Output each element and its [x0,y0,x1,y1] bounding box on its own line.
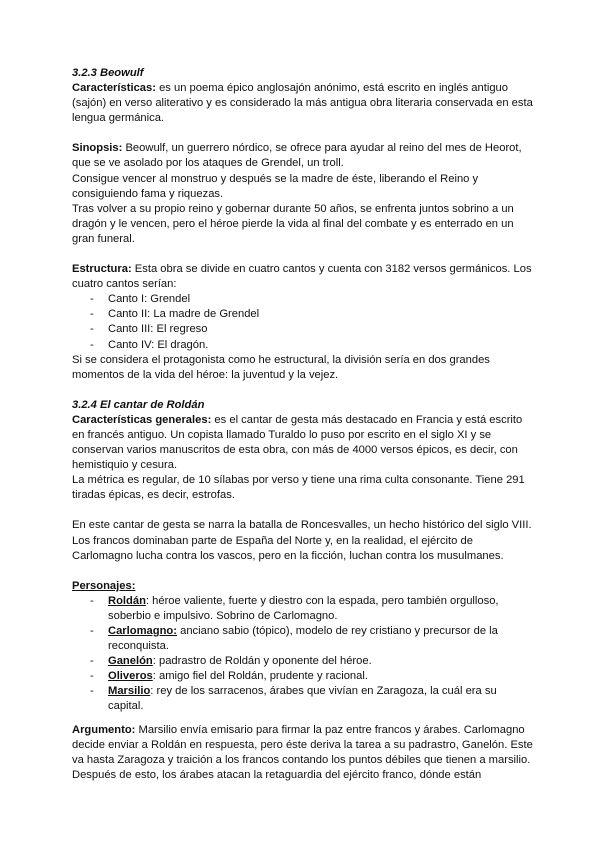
sinopsis-label: Sinopsis: [72,142,123,155]
personaje-name: Roldán [108,594,146,607]
list-item: - Canto II: La madre de Grendel [72,307,534,322]
personaje-desc: : amigo fiel del Roldán, prudente y racional. [152,670,368,683]
beowulf-caracteristicas [72,81,534,126]
roldan-argumento [72,723,534,783]
roldan-metrica: La métrica es regular, de 10 sílabas por verso y tiene una rima culta consonante. Tiene 291 tiradas épicas, es decir, estrofas. [72,474,525,502]
document-page [72,66,534,783]
personaje-name: Ganelón [108,655,153,668]
roldan-caracteristicas [72,413,534,473]
sinopsis-text: Beowulf, un guerrero nórdico, se ofrece para ayudar al reino del mes de Heorot, que se ve asolado por los ataques de Grendel, un troll. [72,142,522,170]
caracteristicas-generales-label: Características generales: [72,413,212,426]
personaje-desc: : héroe valiente, fuerte y diestro con la espada, pero también orgulloso, soberbio e impulsivo. Sobrino de Carlomagno. [108,594,499,622]
sinopsis-paragraph-2: Consigue vencer al monstruo y después se la madre de éste, liberando el Reino y consiguiendo fama y riquezas. [72,172,479,200]
list-item: - Canto I: Grendel [72,292,534,307]
personajes-label: Personajes: [72,579,136,592]
list-item [72,669,534,684]
personaje-name: Marsilio [108,685,151,698]
list-item: - Canto IV: El dragón. [72,338,534,353]
personaje-name: Carlomagno: [108,625,177,637]
argumento-text: Marsilio envía emisario para firmar la paz entre francos y árabes. Carlomagno decide enviar a Roldán en respuesta, pero éste deriva la tarea a su padrastro, Ganelón. Este va hasta Zaragoza y traición a los francos contando los puntos débiles que tienen a marsilio. Después de esto, los árabes atacan la retaguardia del ejército franco, dónde están [72,723,533,781]
list-item: - Canto III: El regreso [72,322,534,337]
personajes-heading [72,579,534,594]
personaje-name: Oliveros [108,670,153,683]
personaje-desc: : padrastro de Roldán y oponente del héroe. [152,655,372,668]
caracteristicas-generales-text: es el cantar de gesta más destacado en Francia y está escrito en francés antiguo. Un copista llamado Turaldo lo puso por escrito en el siglo XI y se conservan varios manuscritos de esta obra, con más de 4000 versos épicos, es decir, con hemistiquio y cesura. [72,413,523,472]
section-heading-beowulf: 3.2.3 Beowulf [72,67,144,79]
personajes-list [72,594,534,715]
list-item [72,684,534,714]
caracteristicas-label: Características: [72,82,156,95]
beowulf-closing: Si se considera el protagonista como he estructural, la división sería en dos grandes momentos de la vida del héroe: la juventud y la vejez. [72,353,490,381]
personaje-desc: anciano sabio (tópico), modelo de rey cristiano y precursor de la reconquista. [108,625,498,653]
roldan-batalla: En este cantar de gesta se narra la batalla de Roncesvalles, un hecho histórico del siglo VIII. Los francos dominaban parte de España del Norte y, en la realidad, el ejército de Carlomagno lucha contra los vascos, pero en la ficción, luchan contra los musulmanes. [72,519,532,562]
list-item [72,624,534,654]
estructura-text: Esta obra se divide en cuatro cantos y cuenta con 3182 versos germánicos. Los cuatro cantos serían: [72,263,532,291]
caracteristicas-text: es un poema épico anglosajón anónimo, está escrito en inglés antiguo (sajón) en verso aliterativo y es considerado la más antigua obra literaria conservada en esta lengua germánica. [72,82,533,125]
list-item [72,594,534,624]
beowulf-estructura [72,262,534,292]
sinopsis-paragraph-3: Tras volver a su propio reino y gobernar durante 50 años, se enfrenta juntos sobrino a un dragón y le vencen, pero el héroe pierde la vida al final del combate y es enterrado en un gran funeral. [72,202,514,245]
personaje-desc: : rey de los sarracenos, árabes que vivían en Zaragoza, la cuál era su capital. [108,685,497,713]
list-item [72,654,534,669]
estructura-label: Estructura: [72,263,132,276]
cantos-list [72,292,534,352]
argumento-label: Argumento: [72,723,136,736]
beowulf-sinopsis [72,141,534,171]
section-heading-roldan: 3.2.4 El cantar de Roldán [72,398,205,411]
